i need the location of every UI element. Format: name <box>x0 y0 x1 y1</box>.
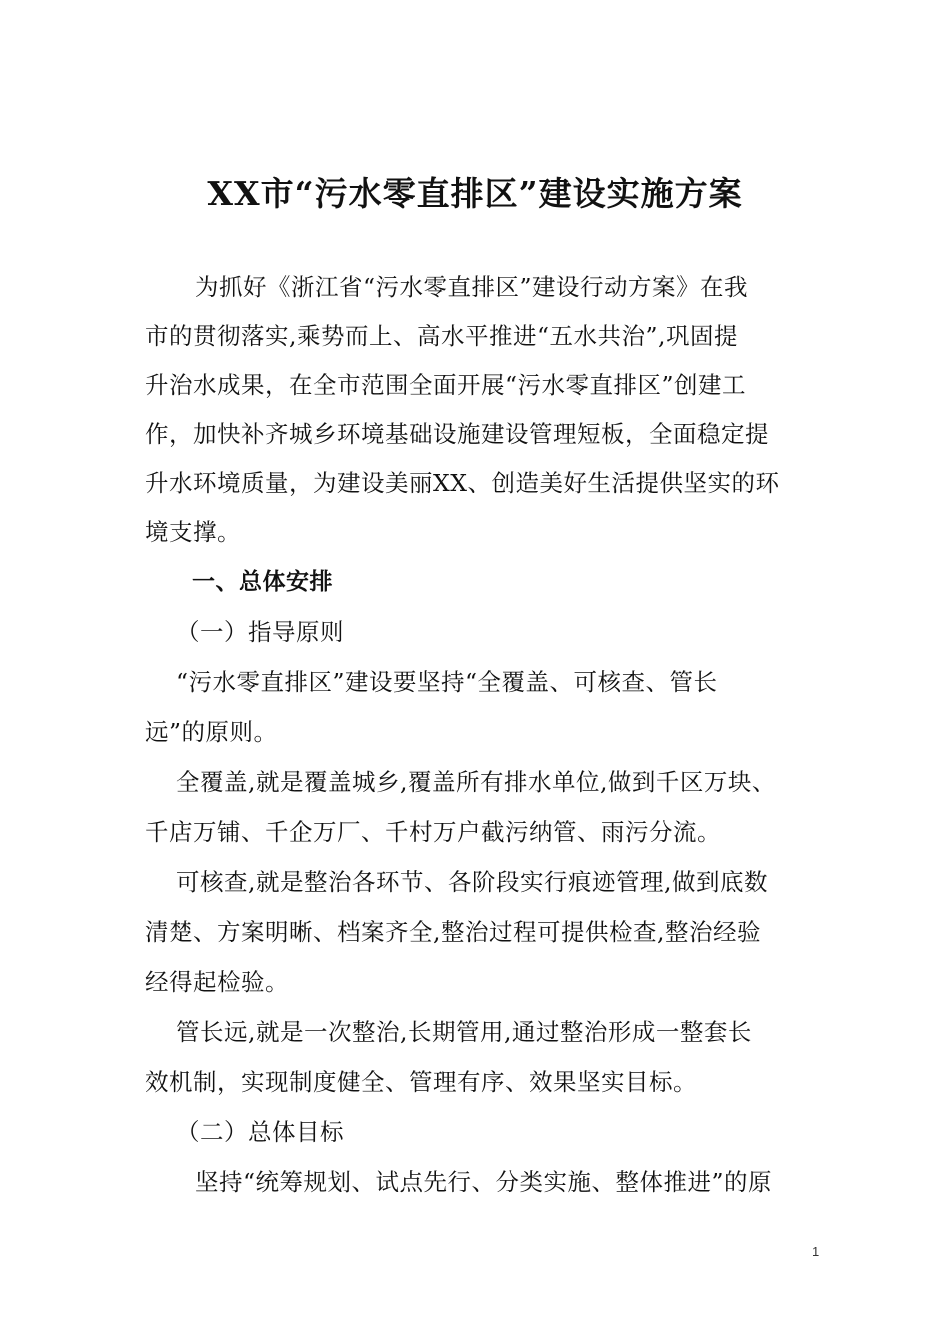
section-heading: 一、总体安排 <box>192 569 333 595</box>
page-number: 1 <box>812 1244 820 1259</box>
paragraph-line: 清楚、方案明晰、档案齐全,整治过程可提供检查,整治经验 <box>145 918 761 946</box>
paragraph-line: 坚持“统筹规划、试点先行、分类实施、整体推进”的原 <box>195 1168 773 1196</box>
subsection-heading: （二）总体目标 <box>176 1118 344 1146</box>
paragraph-line: 为抓好《浙江省“污水零直排区”建设行动方案》在我 <box>195 273 749 301</box>
subsection-heading: （一）指导原则 <box>176 618 344 646</box>
paragraph-line: 全覆盖,就是覆盖城乡,覆盖所有排水单位,做到千区万块、 <box>176 768 776 796</box>
paragraph-line: 可核查,就是整治各环节、各阶段实行痕迹管理,做到底数 <box>176 868 768 896</box>
paragraph-line: 升治水成果，在全市范围全面开展“污水零直排区”创建工 <box>145 371 747 399</box>
paragraph-line: 升水环境质量，为建设美丽XX、创造美好生活提供坚实的环 <box>145 469 780 497</box>
paragraph-line: “污水零直排区”建设要坚持“全覆盖、可核查、管长 <box>176 668 718 696</box>
paragraph-line: 境支撑。 <box>145 518 241 546</box>
paragraph-line: 千店万铺、千企万厂、千村万户截污纳管、雨污分流。 <box>145 818 721 846</box>
paragraph-line: 管长远,就是一次整治,长期管用,通过整治形成一整套长 <box>176 1018 752 1046</box>
paragraph-line: 效机制，实现制度健全、管理有序、效果坚实目标。 <box>145 1068 697 1096</box>
paragraph-line: 经得起检验。 <box>145 968 289 996</box>
document-title: XX市“污水零直排区”建设实施方案 <box>207 174 743 213</box>
paragraph-line: 作，加快补齐城乡环境基础设施建设管理短板，全面稳定提 <box>145 420 769 448</box>
paragraph-line: 远”的原则。 <box>145 718 278 746</box>
paragraph-line: 市的贯彻落实,乘势而上、高水平推进“五水共治”,巩固提 <box>145 322 738 350</box>
